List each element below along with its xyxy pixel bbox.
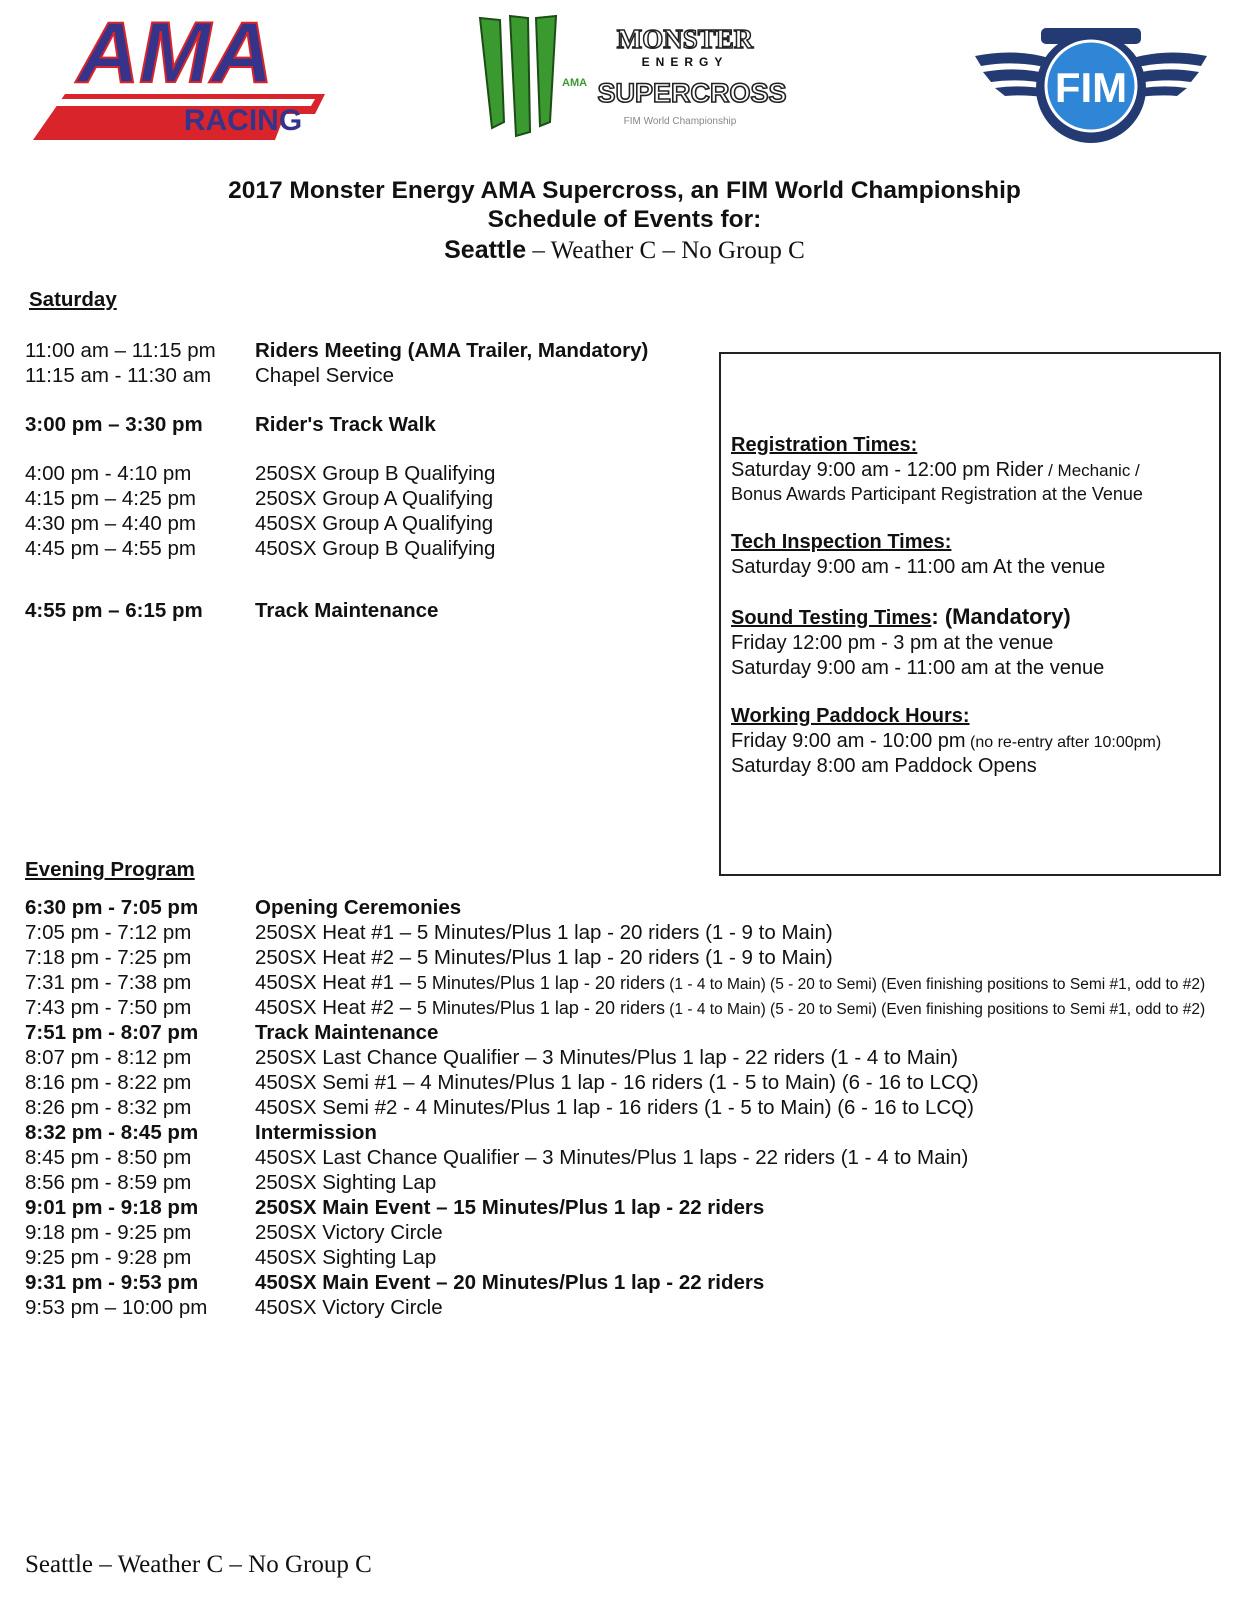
registration-heading: Registration Times: (731, 434, 918, 456)
title-line-1: 2017 Monster Energy AMA Supercross, an FIM World Championship (228, 177, 1021, 204)
row-event: 450SX Victory Circle (255, 1296, 443, 1319)
row-event: Opening Ceremonies (255, 896, 462, 919)
row-time: 7:05 pm - 7:12 pm (25, 921, 192, 944)
row-event: 250SX Group A Qualifying (255, 487, 494, 510)
row-event: 450SX Main Event – 20 Minutes/Plus 1 lap - 22 riders (255, 1271, 765, 1294)
row-time: 9:31 pm - 9:53 pm (25, 1271, 199, 1294)
row-time: 9:01 pm - 9:18 pm (25, 1196, 199, 1219)
row-time: 7:43 pm - 7:50 pm (25, 996, 192, 1019)
ama-racing-logo (25, 14, 330, 146)
monster-energy-supercross-logo (470, 10, 810, 140)
registration-line-2: Bonus Awards Participant Registration at the Venue (731, 484, 1143, 504)
tech-heading: Tech Inspection Times: (731, 531, 952, 553)
row-time: 11:00 am – 11:15 pm (25, 339, 216, 362)
row-time: 8:07 pm - 8:12 pm (25, 1046, 192, 1069)
sound-line-1: Friday 12:00 pm - 3 pm at the venue (731, 632, 1054, 654)
row-event: 250SX Sighting Lap (255, 1171, 437, 1194)
row-event-main: 450SX Heat #1 – (255, 971, 417, 994)
row-time: 4:30 pm – 4:40 pm (25, 512, 196, 535)
row-time: 7:31 pm - 7:38 pm (25, 971, 192, 994)
row-time: 8:32 pm - 8:45 pm (25, 1121, 199, 1144)
svg-text:FIM: FIM (1054, 64, 1128, 111)
row-event-main: 450SX Heat #2 – (255, 996, 417, 1019)
paddock-heading: Working Paddock Hours: (731, 705, 970, 727)
row-time: 4:00 pm - 4:10 pm (25, 462, 192, 485)
row-event: Intermission (255, 1121, 377, 1144)
row-event-mid: 5 Minutes/Plus 1 lap - 20 riders (416, 998, 665, 1018)
paddock-line-1-small: (no re-entry after 10:00pm) (965, 734, 1162, 751)
row-event: 250SX Last Chance Qualifier – 3 Minutes/Plus 1 lap - 22 riders (1 - 4 to Main) (255, 1046, 959, 1069)
row-time: 8:45 pm - 8:50 pm (25, 1146, 192, 1169)
row-event-small: (1 - 4 to Main) (5 - 20 to Semi) (Even finishing positions to Semi #1, odd to #2) (664, 976, 1206, 993)
sound-heading-suffix: : (Mandatory) (931, 604, 1071, 629)
paddock-line-1-main: Friday 9:00 am - 10:00 pm (731, 730, 966, 752)
row-time: 8:26 pm - 8:32 pm (25, 1096, 192, 1119)
title-line-3 (0, 235, 1249, 266)
svg-text:RACING: RACING (183, 104, 303, 137)
title-city: Seattle (444, 236, 527, 264)
row-event: 250SX Victory Circle (255, 1221, 443, 1244)
svg-text:SUPERCROSS: SUPERCROSS (597, 78, 787, 108)
title-subtitle: – Weather C – No Group C (526, 237, 805, 264)
row-event: Track Maintenance (255, 1021, 439, 1044)
row-time: 9:25 pm - 9:28 pm (25, 1246, 192, 1269)
row-time: 3:00 pm – 3:30 pm (25, 413, 203, 436)
row-event: 450SX Group B Qualifying (255, 537, 496, 560)
row-time: 9:53 pm – 10:00 pm (25, 1296, 208, 1319)
paddock-line-1 (731, 729, 1161, 755)
sound-heading-row (731, 605, 1071, 630)
row-event (255, 971, 1205, 997)
row-time: 4:45 pm – 4:55 pm (25, 537, 196, 560)
evening-heading: Evening Program (25, 858, 195, 881)
svg-text:FIM World Championship: FIM World Championship (623, 116, 737, 127)
saturday-heading: Saturday (29, 288, 117, 311)
row-event: 250SX Heat #1 – 5 Minutes/Plus 1 lap - 20 riders (1 - 9 to Main) (255, 921, 833, 944)
row-time: 8:56 pm - 8:59 pm (25, 1171, 192, 1194)
svg-text:AMA: AMA (562, 77, 588, 89)
row-event (255, 996, 1205, 1022)
sound-heading: Sound Testing Times (731, 607, 932, 629)
tech-line-1: Saturday 9:00 am - 11:00 am At the venue (731, 556, 1106, 578)
row-event: 450SX Group A Qualifying (255, 512, 494, 535)
row-event: Riders Meeting (AMA Trailer, Mandatory) (255, 339, 649, 362)
paddock-line-2: Saturday 8:00 am Paddock Opens (731, 755, 1037, 777)
row-time: 4:55 pm – 6:15 pm (25, 599, 203, 622)
row-event: Track Maintenance (255, 599, 439, 622)
row-event: 250SX Heat #2 – 5 Minutes/Plus 1 lap - 20 riders (1 - 9 to Main) (255, 946, 833, 969)
row-event: 250SX Group B Qualifying (255, 462, 496, 485)
row-event: 450SX Semi #1 – 4 Minutes/Plus 1 lap - 16 riders (1 - 5 to Main) (6 - 16 to LCQ) (255, 1071, 979, 1094)
registration-line-1-small: / Mechanic / (1043, 461, 1140, 480)
row-event-mid: 5 Minutes/Plus 1 lap - 20 riders (416, 973, 665, 993)
registration-line-1-main: Saturday 9:00 am - 12:00 pm Rider (731, 459, 1044, 481)
registration-line-1 (731, 458, 1140, 483)
sound-line-2: Saturday 9:00 am - 11:00 am at the venue (731, 657, 1105, 679)
row-event: Chapel Service (255, 364, 395, 387)
svg-text:ENERGY: ENERGY (641, 55, 729, 69)
row-event: Rider's Track Walk (255, 413, 436, 436)
page-footer: Seattle – Weather C – No Group C (25, 1551, 372, 1578)
row-event: 250SX Main Event – 15 Minutes/Plus 1 lap - 22 riders (255, 1196, 765, 1219)
row-event: 450SX Semi #2 - 4 Minutes/Plus 1 lap - 16 riders (1 - 5 to Main) (6 - 16 to LCQ) (255, 1096, 974, 1119)
row-time: 7:18 pm - 7:25 pm (25, 946, 192, 969)
row-event: 450SX Last Chance Qualifier – 3 Minutes/Plus 1 laps - 22 riders (1 - 4 to Main) (255, 1146, 969, 1169)
svg-text:MONSTER: MONSTER (616, 24, 754, 54)
row-time: 7:51 pm - 8:07 pm (25, 1021, 199, 1044)
row-time: 9:18 pm - 9:25 pm (25, 1221, 192, 1244)
row-event-small: (1 - 4 to Main) (5 - 20 to Semi) (Even finishing positions to Semi #1, odd to #2) (664, 1001, 1206, 1018)
row-time: 11:15 am - 11:30 am (25, 364, 212, 387)
row-event: 450SX Sighting Lap (255, 1246, 437, 1269)
fim-logo (975, 28, 1207, 146)
title-line-2: Schedule of Events for: (487, 206, 762, 233)
svg-text:AMA: AMA (77, 14, 273, 101)
row-time: 6:30 pm - 7:05 pm (25, 896, 199, 919)
row-time: 4:15 pm – 4:25 pm (25, 487, 196, 510)
row-time: 8:16 pm - 8:22 pm (25, 1071, 192, 1094)
